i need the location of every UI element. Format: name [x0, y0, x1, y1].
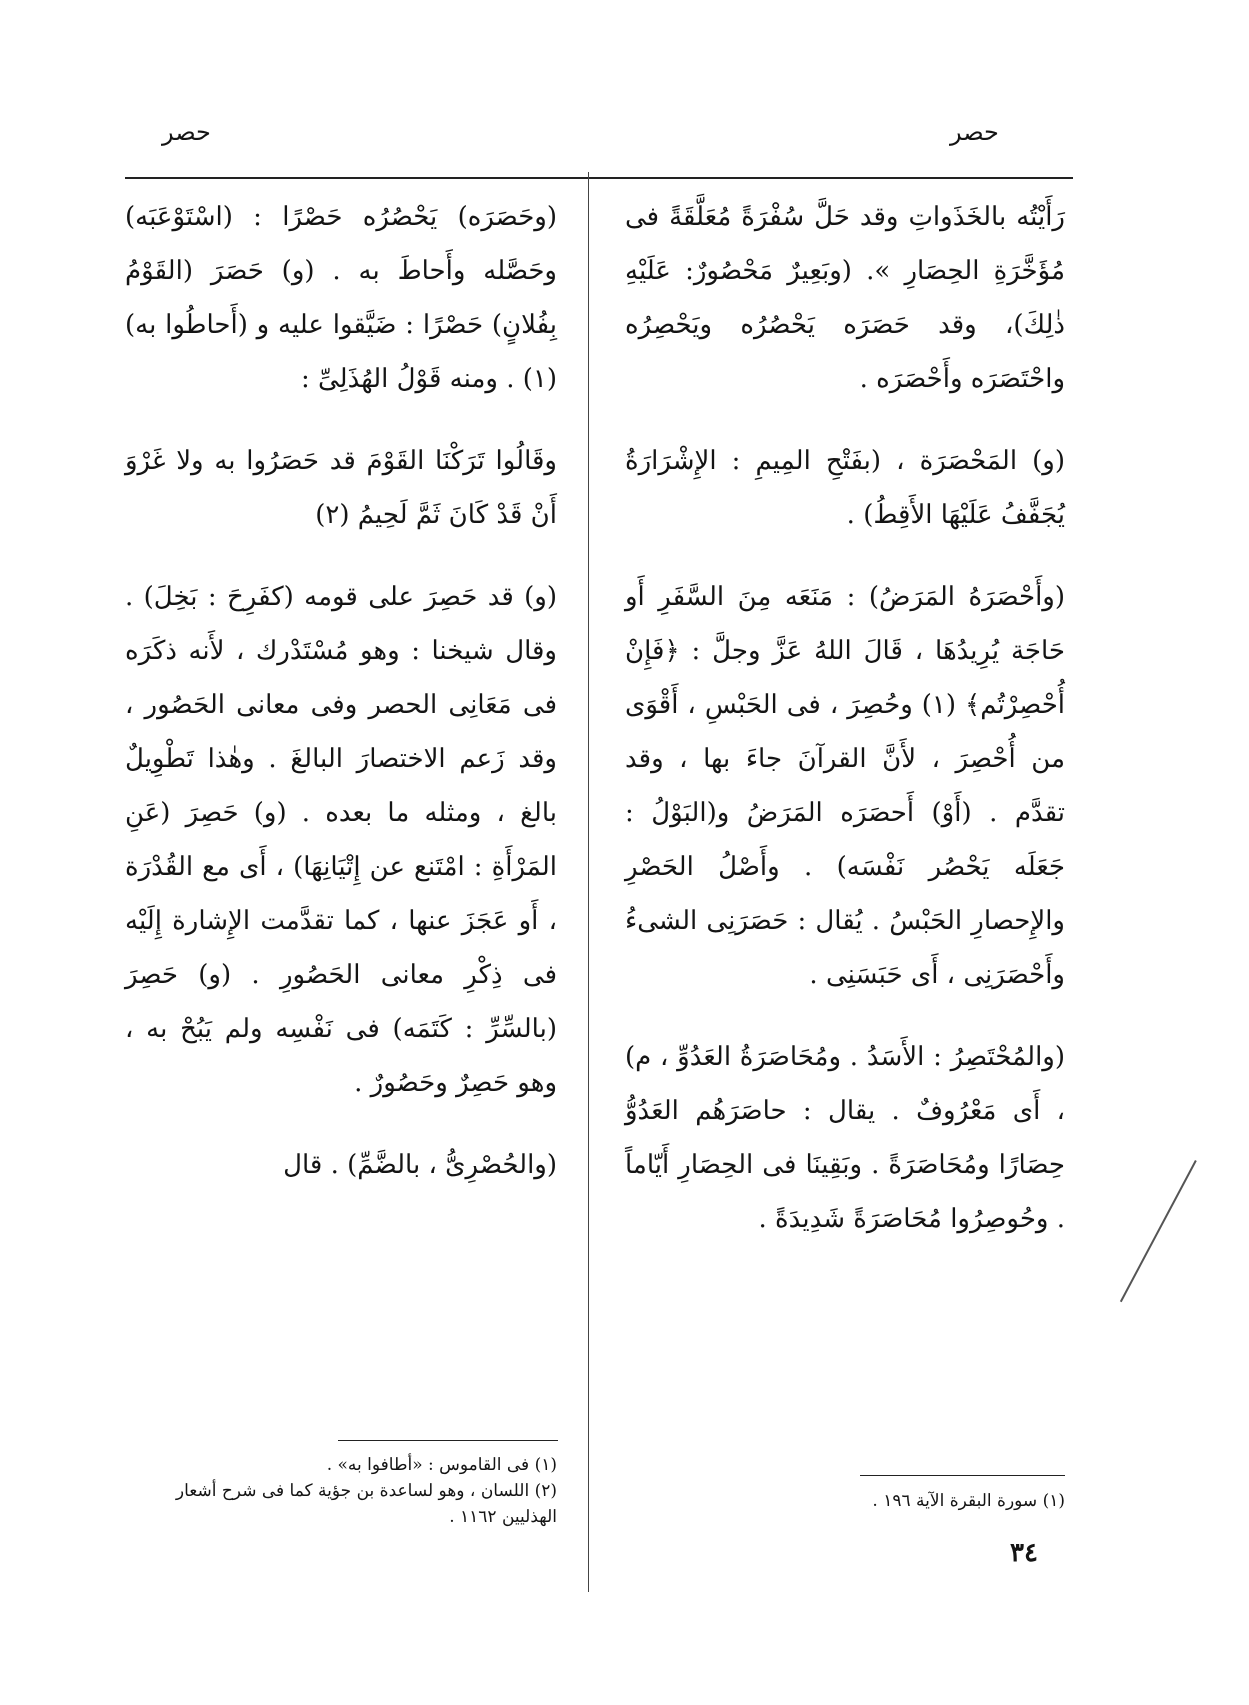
- scan-mark: [1120, 1160, 1197, 1302]
- running-head-left: حصر: [162, 118, 211, 146]
- footnote: (١) فى القاموس : «أطافوا به» .: [326, 1455, 557, 1475]
- entry-paragraph: (والمُحْتَصِرُ : الأَسَدُ . ومُحَاصَرَةُ العَدُوِّ ، م) ، أَى مَعْرُوفٌ . يقال : حاصَرَهُم العَدُوُّ حِصَارًا ومُحَاصَرَةً . وبَقِينَا فى الحِصَارِ أَيّاماً . وحُوصِرُوا مُحَاصَرَةً شَدِيدَةً .: [625, 1042, 1065, 1234]
- left-column: [125, 190, 557, 1220]
- column-divider: [588, 172, 589, 1592]
- footnote: (١) سورة البقرة الآية ١٩٦ .: [872, 1491, 1065, 1511]
- footnotes-right: [700, 1488, 1065, 1514]
- entry-paragraph: (وحَصَرَه) يَحْصُرُه حَصْرًا : (اسْتَوْعَبَه) وحَصَّله وأَحاطَ به . (و) حَصَرَ (القَوْمُ بِفُلانٍ) حَصْرًا : ضَيَّقوا عليه و (أَحاطُوا به) (١) . ومنه قَوْلُ الهُذَلِىِّ :: [125, 202, 557, 394]
- entry-paragraph: (و) قد حَصِرَ على قومه (كفَرِحَ : بَخِلَ) . وقال شيخنا : وهو مُسْتَدْرك ، لأَنه ذكَرَه فى مَعَانِى الحصر وفى معانى الحَصُور ، وقد زَعم الاختصارَ البالغَ . وهٰذا تَطْوِيلٌ بالغ ، ومثله ما بعده . (و) حَصِرَ (عَنِ المَرْأَةِ : امْتَنع عن إِتْيَانِهَا) ، أَى مع القُدْرَة ، أَو عَجَزَ عنها ، كما تقدَّمت الإِشارة إِلَيْه فى ذِكْرِ معانى الحَصُورِ . (و) حَصِرَ (بالسِّرِّ : كَتَمَه) فى نَفْسِه ولم يَبُحْ به ، وهو حَصِرٌ وحَصُورٌ .: [125, 582, 557, 1098]
- footnotes-left: [125, 1452, 557, 1530]
- footnote-rule-left: [338, 1440, 558, 1441]
- header-rule: [125, 177, 1073, 179]
- poetry-verse: وقَالُوا تَرَكْنَا القَوْمَ قد حَصَرُوا به ولا غَرْوَ أَنْ قَدْ كَانَ ثَمَّ لَحِيمُ (٢): [125, 446, 557, 530]
- right-column: [625, 190, 1065, 1274]
- entry-paragraph: (و) المَحْصَرَة ، (بفَتْحِ المِيمِ : الإِشْرَارَةُ يُجَفَّفُ عَلَيْهَا الأَقِطُ) .: [625, 446, 1065, 530]
- entry-paragraph: (وأَحْصَرَهُ المَرَضُ) : مَنَعَه مِنَ السَّفَرِ أَو حَاجَة يُرِيدُهَا ، قَالَ اللهُ عَزَّ وجلَّ : ﴿فَإِنْ أُحْصِرْتُم﴾ (١) وحُصِرَ ، فى الحَبْسِ ، أَقْوَى من أُحْصِرَ ، لأَنَّ القرآنَ جاءَ بها ، وقد تقدَّم . (أَوْ) أَحصَرَه المَرَضُ و(البَوْلُ : جَعَلَه يَحْصُر نَفْسَه) . وأَصْلُ الحَصْرِ والإِحصارِ الحَبْسُ . يُقال : حَصَرَنِى الشىءُ وأَحْصَرَنِى ، أَى حَبَسَنِى .: [625, 582, 1065, 990]
- footnote: (٢) اللسان ، وهو لساعدة بن جؤية كما فى شرح أشعار الهذليين ١١٦٢ .: [175, 1481, 557, 1527]
- entry-paragraph: (والحُصْرِىُّ ، بالضَّمِّ) . قال: [283, 1150, 557, 1180]
- footnote-rule-right: [860, 1475, 1065, 1476]
- page-number: ٣٤: [1010, 1538, 1038, 1568]
- entry-paragraph: رَأَيْتُه بالخَذَواتِ وقد حَلَّ سُفْرَةً مُعَلَّقَةً فى مُؤَخَّرَةِ الحِصَارِ ». (وبَعِيرٌ مَحْصُورٌ: عَلَيْهِ ذٰلِكَ)، وقد حَصَرَه يَحْصُرُه ويَحْصِرُه واحْتَصَرَه وأَحْصَرَه .: [625, 202, 1065, 394]
- running-head-right: حصر: [950, 118, 999, 146]
